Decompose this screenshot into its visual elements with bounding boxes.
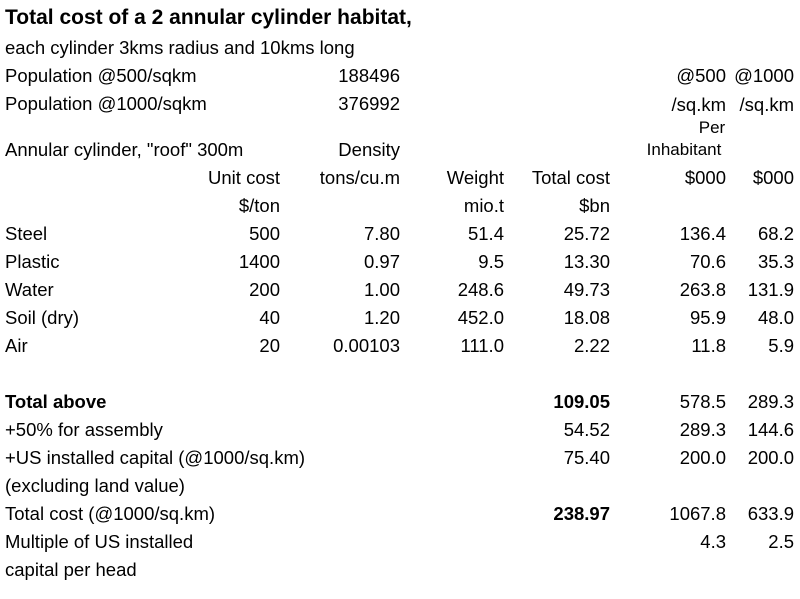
header-weight: Weight xyxy=(446,167,504,188)
material-weight: 452.0 xyxy=(457,307,504,328)
header-k500: $000 xyxy=(684,167,726,188)
material-density: 1.20 xyxy=(363,307,400,328)
assembly-p500: 289.3 xyxy=(679,419,726,440)
total-above-p500: 578.5 xyxy=(679,391,726,412)
excluding-land-note: (excluding land value) xyxy=(5,475,185,496)
us-capital-p500: 200.0 xyxy=(679,447,726,468)
material-name: Plastic xyxy=(5,251,60,272)
multiple-label-line2: capital per head xyxy=(5,559,137,580)
material-density: 0.97 xyxy=(363,251,400,272)
material-total: 13.30 xyxy=(563,251,610,272)
material-p500: 70.6 xyxy=(689,251,726,272)
total-above-label: Total above xyxy=(5,391,107,412)
multiple-label-line1: Multiple of US installed xyxy=(5,531,194,552)
page-subtitle: each cylinder 3kms radius and 10kms long xyxy=(5,37,355,58)
header-weight-unit: mio.t xyxy=(463,195,504,216)
assembly-total: 54.52 xyxy=(563,419,610,440)
total-cost-p500: 1067.8 xyxy=(669,503,726,524)
assembly-p1000: 144.6 xyxy=(747,419,794,440)
material-p1000: 48.0 xyxy=(757,307,794,328)
material-density: 7.80 xyxy=(363,223,400,244)
material-p500: 95.9 xyxy=(689,307,726,328)
population-1000-label: Population @1000/sqkm xyxy=(5,93,207,114)
material-unit-cost: 20 xyxy=(259,335,280,356)
material-p1000: 131.9 xyxy=(747,279,794,300)
material-p1000: 35.3 xyxy=(757,251,794,272)
material-p500: 11.8 xyxy=(691,335,726,356)
header-k1000: $000 xyxy=(752,167,794,188)
material-unit-cost: 40 xyxy=(259,307,280,328)
material-weight: 111.0 xyxy=(460,335,504,356)
total-cost-label: Total cost (@1000/sq.km) xyxy=(5,503,216,524)
material-total: 25.72 xyxy=(563,223,610,244)
assembly-label: +50% for assembly xyxy=(5,419,163,440)
material-density: 0.00103 xyxy=(333,335,400,356)
total-cost-p1000: 633.9 xyxy=(747,503,794,524)
population-500-label: Population @500/sqkm xyxy=(5,65,197,86)
material-weight: 248.6 xyxy=(457,279,504,300)
material-p500: 263.8 xyxy=(679,279,726,300)
us-capital-p1000: 200.0 xyxy=(747,447,794,468)
total-above-total: 109.05 xyxy=(553,391,610,412)
header-at500-unit: /sq.km xyxy=(671,94,726,115)
header-total-cost: Total cost xyxy=(531,167,610,188)
multiple-p1000: 2.5 xyxy=(768,531,794,552)
total-above-p1000: 289.3 xyxy=(747,391,794,412)
header-density: Density xyxy=(338,139,400,160)
material-weight: 9.5 xyxy=(478,251,504,272)
material-total: 18.08 xyxy=(563,307,610,328)
material-total: 2.22 xyxy=(573,335,610,356)
header-unit-cost: Unit cost xyxy=(208,167,280,188)
population-500-value: 188496 xyxy=(338,65,400,86)
material-density: 1.00 xyxy=(363,279,400,300)
us-capital-label: +US installed capital (@1000/sq.km) xyxy=(5,447,306,468)
material-unit-cost: 200 xyxy=(249,279,280,300)
material-name: Steel xyxy=(5,223,48,244)
material-p1000: 5.9 xyxy=(768,335,794,356)
page-title: Total cost of a 2 annular cylinder habitat, xyxy=(5,6,412,29)
population-1000-value: 376992 xyxy=(338,93,400,114)
material-p1000: 68.2 xyxy=(757,223,794,244)
header-at500: @500 xyxy=(676,65,726,86)
header-at1000: @1000 xyxy=(734,65,794,86)
section-label: Annular cylinder, "roof" 300m xyxy=(5,139,244,160)
header-per: Per xyxy=(698,118,726,137)
material-p500: 136.4 xyxy=(679,223,726,244)
us-capital-total: 75.40 xyxy=(563,447,610,468)
material-name: Soil (dry) xyxy=(5,307,80,328)
material-name: Water xyxy=(5,279,54,300)
material-unit-cost: 500 xyxy=(249,223,280,244)
header-inhabitant: Inhabitant xyxy=(646,140,722,159)
multiple-p500: 4.3 xyxy=(700,531,726,552)
total-cost-total: 238.97 xyxy=(553,503,610,524)
material-name: Air xyxy=(5,335,28,356)
header-total-cost-unit: $bn xyxy=(579,195,610,216)
material-unit-cost: 1400 xyxy=(238,251,280,272)
material-total: 49.73 xyxy=(563,279,610,300)
header-unit-cost-unit: $/ton xyxy=(238,195,280,216)
material-weight: 51.4 xyxy=(467,223,504,244)
header-at1000-unit: /sq.km xyxy=(739,94,794,115)
header-density-unit: tons/cu.m xyxy=(319,167,400,188)
